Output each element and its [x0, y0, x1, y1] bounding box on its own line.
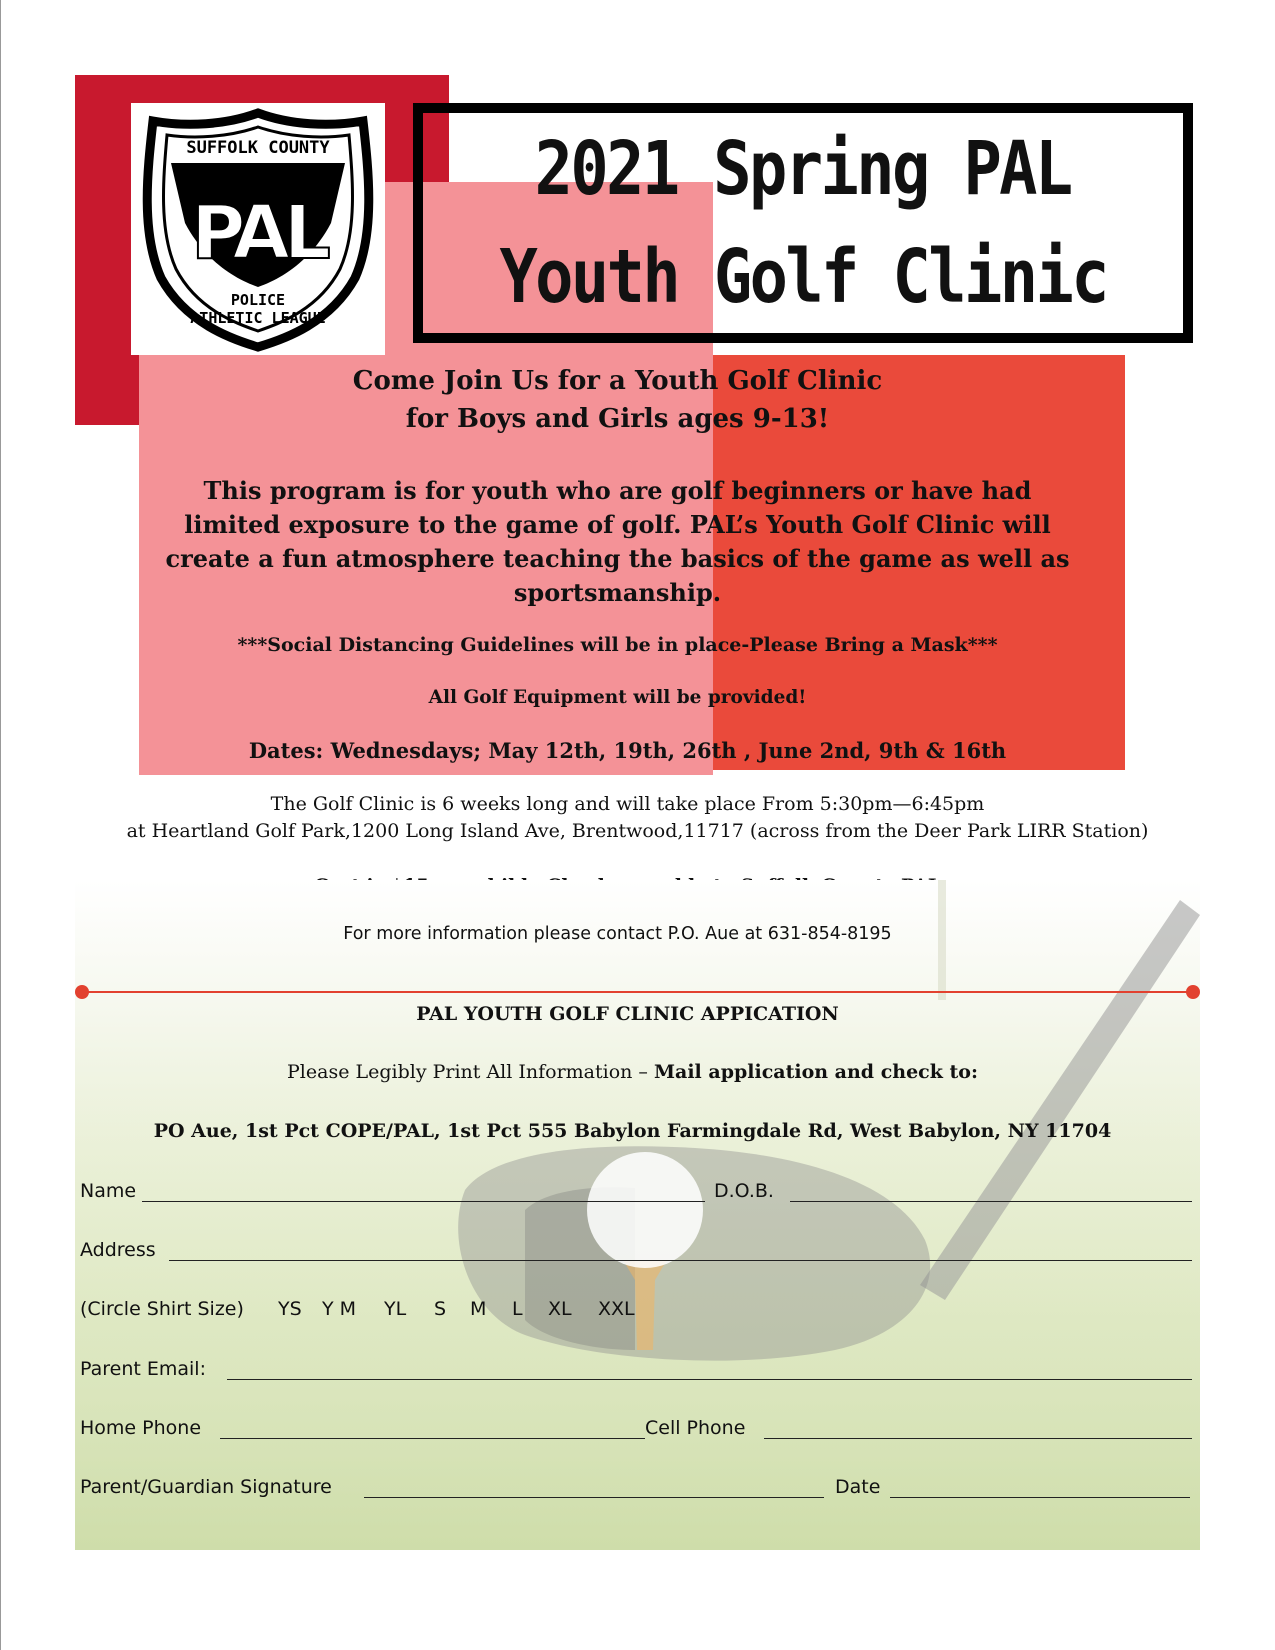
schedule-text: The Golf Clinic is 6 weeks long and will take place From 5:30pm—6:45pm [270, 793, 985, 815]
home-phone-field[interactable] [220, 1438, 645, 1439]
distancing-notice: ***Social Distancing Guidelines will be in place-Please Bring a Mask*** [237, 634, 998, 656]
shirt-size-xl[interactable]: XL [548, 1298, 572, 1320]
dob-field[interactable] [790, 1201, 1192, 1202]
pal-logo [131, 103, 385, 355]
shirt-size-label: (Circle Shirt Size) [80, 1298, 244, 1320]
instructions-bold: Mail application and check to: [653, 1061, 978, 1083]
divider-dot-right [1186, 985, 1200, 999]
address-field[interactable] [169, 1260, 1192, 1261]
parent-email-label: Parent Email: [80, 1358, 206, 1380]
divider-dot-left [75, 985, 89, 999]
dob-label: D.O.B. [714, 1180, 774, 1202]
date-field[interactable] [890, 1497, 1190, 1498]
pal-badge-icon [131, 103, 385, 355]
title-box [413, 103, 1193, 343]
shirt-size-s[interactable]: S [434, 1298, 447, 1320]
cell-phone-label: Cell Phone [645, 1417, 746, 1439]
logo-center-text: PAL [191, 190, 325, 276]
contact-text: For more information please contact P.O. Aue at 631-854-8195 [343, 924, 892, 944]
description-line-4: sportsmanship. [513, 578, 722, 607]
dates-notice: Dates: Wednesdays; May 12th, 19th, 26th , June 2nd, 9th & 16th [248, 738, 1007, 763]
signature-label: Parent/Guardian Signature [80, 1476, 332, 1498]
section-divider [81, 991, 1193, 993]
name-field[interactable] [142, 1201, 705, 1202]
cell-phone-field[interactable] [764, 1438, 1192, 1439]
title-line-2: Youth Golf Clinic [499, 234, 1107, 320]
application-instructions [0, 1061, 1270, 1083]
logo-bottom-text-2: ATHLETIC LEAGUE [190, 309, 326, 327]
description-line-2: limited exposure to the game of golf. PAL’s Youth Golf Clinic will [184, 510, 1051, 539]
shirt-size-l[interactable]: L [512, 1298, 523, 1320]
name-label: Name [80, 1180, 137, 1202]
intro-line-2: for Boys and Girls ages 9-13! [405, 404, 830, 434]
description-line-3: create a fun atmosphere teaching the basics of the game as well as [165, 544, 1070, 573]
shirt-size-yl[interactable]: YL [384, 1298, 407, 1320]
shirt-size-ym[interactable]: Y M [322, 1298, 357, 1320]
signature-field[interactable] [364, 1497, 824, 1498]
home-phone-label: Home Phone [80, 1417, 202, 1439]
logo-top-text: SUFFOLK COUNTY [186, 138, 330, 158]
logo-bottom-text-1: POLICE [230, 291, 286, 309]
golf-club-and-ball-icon [75, 880, 1200, 1550]
shirt-size-m[interactable]: M [470, 1298, 487, 1320]
title-line-1: 2021 Spring PAL [534, 126, 1072, 212]
shirt-size-xxl[interactable]: XXL [598, 1298, 635, 1320]
intro-line-1: Come Join Us for a Youth Golf Clinic [352, 366, 883, 396]
instructions-plain: Please Legibly Print All Information – [287, 1061, 654, 1083]
shirt-size-ys[interactable]: YS [278, 1298, 302, 1320]
location-text: at Heartland Golf Park,1200 Long Island Ave, Brentwood,11717 (across from the Deer Park LIRR Station) [126, 820, 1149, 842]
golf-background-image [75, 880, 1200, 1550]
mail-address: PO Aue, 1st Pct COPE/PAL, 1st Pct 555 Babylon Farmingdale Rd, West Babylon, NY 11704 [153, 1120, 1112, 1142]
parent-email-field[interactable] [227, 1379, 1192, 1380]
date-label: Date [835, 1476, 881, 1498]
equipment-notice: All Golf Equipment will be provided! [428, 687, 807, 708]
application-heading: PAL YOUTH GOLF CLINIC APPICATION [416, 1003, 839, 1025]
address-label: Address [80, 1239, 156, 1261]
description-line-1: This program is for youth who are golf beginners or have had [203, 476, 1032, 505]
